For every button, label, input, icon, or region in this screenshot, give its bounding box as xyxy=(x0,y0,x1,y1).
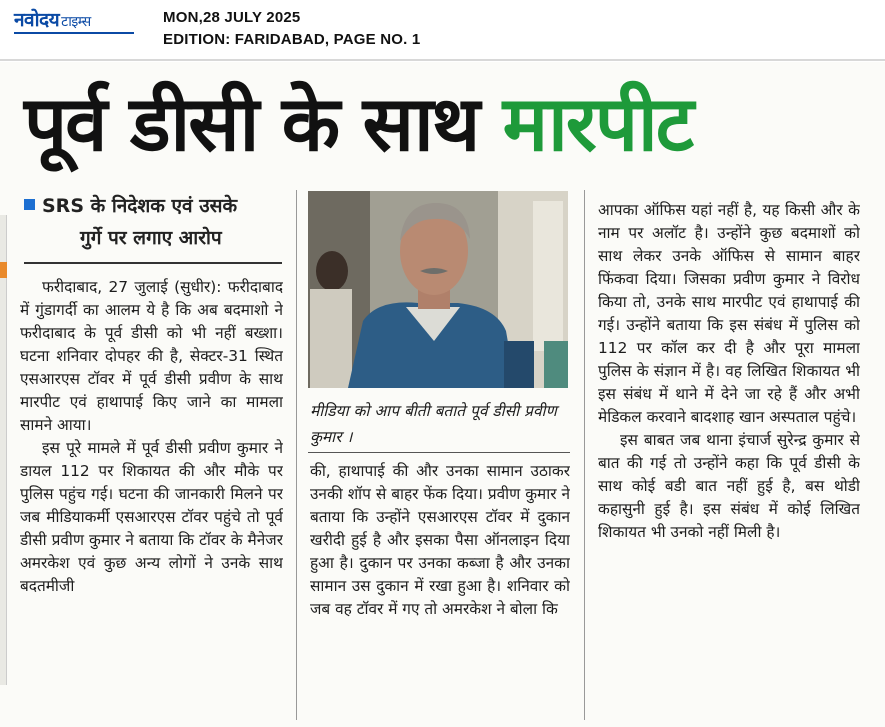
subheading-line2: गुर्गे पर लगाए आरोप xyxy=(80,227,222,249)
column1-paragraph-1: फरीदाबाद, 27 जुलाई (सुधीर): फरीदाबाद में गुंडागर्दी का आलम ये है कि अब बदमाशो ने फरीदाबाद के पूर्व डीसी को भी नहीं बख्शा। घटना शनिवार दोपहर की है, सेक्टर-31 स्थित एसआरएस टॉवर में पूर्व डीसी प्रवीण के साथ मारपीट एवं हाथापाई किए जाने का मामला सामने आया। xyxy=(20,278,283,434)
edition-info xyxy=(163,7,420,51)
photo-bystander-body xyxy=(310,289,352,388)
subheading-line1: SRS के निदेशक एवं उसके xyxy=(42,195,238,217)
headline xyxy=(24,74,874,174)
date-line: MON,28 JULY 2025 xyxy=(163,9,301,26)
bullet-icon xyxy=(24,199,35,210)
photo-bystander-head xyxy=(316,251,348,291)
headline-black: पूर्व डीसी के साथ xyxy=(24,79,479,168)
newspaper-logo xyxy=(14,6,91,32)
masthead xyxy=(0,0,885,58)
caption-rule xyxy=(308,452,570,453)
masthead-divider xyxy=(0,59,885,61)
photo-microphone-person xyxy=(504,341,534,388)
photo-side-figure xyxy=(544,341,568,388)
news-photo xyxy=(308,191,568,388)
brand-main: नवोदय xyxy=(14,9,60,31)
subheading-rule xyxy=(24,262,282,264)
column-divider-1 xyxy=(296,190,297,720)
article-column-3 xyxy=(598,199,860,722)
adjacent-column-mark xyxy=(0,262,7,278)
edition-line: EDITION: FARIDABAD, PAGE NO. 1 xyxy=(163,31,421,48)
photo-caption: मीडिया को आप बीती बताते पूर्व डीसी प्रवीण कुमार । xyxy=(310,402,557,446)
logo-underline xyxy=(14,32,134,34)
subheading xyxy=(24,190,282,254)
article-column-1 xyxy=(20,276,283,722)
headline-green: मारपीट xyxy=(502,79,693,168)
column3-paragraph-2: इस बाबत जब थाना इंचार्ज सुरेन्द्र कुमार से बात की गई तो उन्होंने कहा कि पूर्व डीसी के साथ कोई बडी बात नहीं हुई है, बस थोडी कहासुनी हुई है। इस संबंध में कोई लिखित शिकायत भी उनको नहीं मिली है। xyxy=(598,431,860,541)
photo-illustration xyxy=(308,191,568,388)
column1-paragraph-2: इस पूरे मामले में पूर्व डीसी प्रवीण कुमार ने डायल 112 पर शिकायत की और मौके पर पुलिस पहुंच गई। घटना की जानकारी मिलने पर जब मीडियाकर्मी एसआरएस टॉवर पहुंचे तो पूर्व डीसी प्रवीण कुमार ने बताया कि टॉवर के मैनेजर अमरकेश एवं कुछ अन्य लोगों ने उनके साथ बदतमीजी xyxy=(20,439,283,595)
column-divider-2 xyxy=(584,190,585,720)
column3-paragraph-1: आपका ऑफिस यहां नहीं है, यह किसी और के नाम पर अलॉट है। उन्होंने कुछ बदमाशों को साथ लेकर उनके ऑफिस से सामान बाहर फिंकवा दिया। जिसका प्रवीण कुमार ने विरोध किया तो, उनके साथ मारपीट एवं हाथापाई की गई। उन्होंने बताया कि इस संबंध में पुलिस को 112 पर कॉल कर दी है और पूरा मामला पुलिस के संज्ञान में है। वह लिखित शिकायत भी इस संबंध में थाने में देने जा रहे हैं और अभी मेडिकल करवाने बादशाह खान अस्पताल पहुंचे। xyxy=(598,201,860,426)
brand-sub: टाइम्स xyxy=(61,14,91,30)
adjacent-column-edge xyxy=(0,215,7,685)
article-column-2 xyxy=(310,460,570,722)
column2-paragraph-1: की, हाथापाई की और उनका सामान उठाकर उनकी शॉप से बाहर फेंक दिया। प्रवीण कुमार ने बताया कि उन्होंने एसआरएस टॉवर में दुकान खरीदी हुई है और इसका पैसा ऑनलाइन दिया हुआ है। दुकान पर उनका कब्जा है और उनका सामान उस दुकान में रखा हुआ है। शनिवार को जब वह टॉवर में गए तो अमरकेश ने बोला कि xyxy=(310,462,570,618)
photo-window xyxy=(533,201,563,351)
